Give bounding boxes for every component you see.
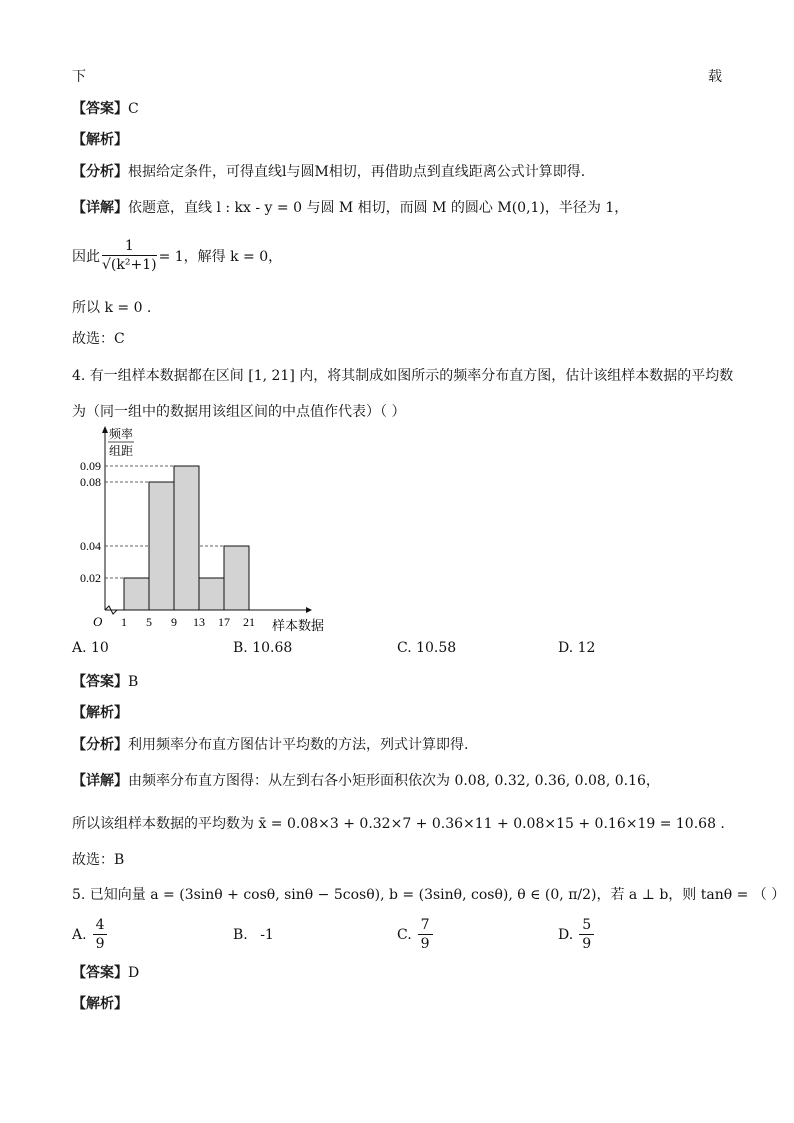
y-tick-label: 0.08: [80, 475, 101, 489]
option-letter: C.: [397, 927, 412, 943]
q5-option-d: [558, 917, 596, 953]
distance-fraction: [102, 238, 157, 274]
answer-label: 【答案】: [72, 965, 128, 981]
bar-5-9: [149, 482, 174, 610]
frequency-histogram: [70, 424, 340, 638]
option-letter: A.: [72, 927, 87, 943]
fraction-denominator: 9: [420, 936, 430, 952]
q3-suoyi: 所以 k = 0 .: [72, 300, 152, 316]
q3-answer-row: [72, 98, 139, 118]
q3-fenxi-row: [72, 161, 585, 181]
y-tick-label: 0.09: [80, 459, 101, 473]
q4-answer-row: [72, 671, 138, 691]
x-tick-label: 9: [171, 615, 177, 629]
fraction-denominator: 9: [582, 936, 592, 952]
option-letter: B.: [233, 927, 248, 943]
answer-value: C: [128, 101, 139, 117]
fraction-numerator: 4: [93, 917, 108, 935]
answer-value: D: [128, 965, 140, 981]
bar-1-5: [124, 578, 149, 610]
answer-label: 【答案】: [72, 674, 128, 690]
x-tick-label: 5: [146, 615, 152, 629]
origin-label: O: [93, 614, 103, 629]
q4-fenxi-row: [72, 734, 468, 754]
x-tick-label: 1: [121, 615, 127, 629]
q4-option-a: A. 10: [72, 640, 109, 656]
q5-stem: 5. 已知向量 a = (3sinθ + cosθ, sinθ − 5cosθ), b = (3sinθ, cosθ), θ ∈ (0, π/2)，若 a ⊥ b，则 tanθ = （ ）: [72, 887, 786, 903]
y-axis-label-bottom: 组距: [108, 444, 134, 458]
x-tick-label: 13: [193, 615, 205, 629]
x-tick-label: 21: [243, 615, 255, 629]
q3-analysis-label: 【解析】: [72, 132, 128, 148]
q4-analysis-label: 【解析】: [72, 705, 128, 721]
xiangjie-text: 由频率分布直方图得：从左到右各小矩形面积依次为 0.08, 0.32, 0.36, 0.08, 0.16，: [128, 773, 660, 789]
option-fraction: [579, 917, 594, 953]
fraction-numerator: 5: [579, 917, 594, 935]
fraction-numerator: 7: [418, 917, 433, 935]
q3-guxuan: 故选：C: [72, 331, 125, 347]
header-right: 载: [708, 69, 722, 85]
header-left: 下: [72, 69, 86, 85]
yinci-prefix: 因此: [72, 249, 100, 265]
x-axis-arrow: [306, 607, 312, 613]
fenxi-label: 【分析】: [72, 737, 128, 753]
xiangjie-label: 【详解】: [72, 773, 128, 789]
yinci-suffix: = 1，解得 k = 0，: [158, 249, 283, 265]
q5-answer-row: [72, 962, 139, 982]
fenxi-text: 根据给定条件，可得直线l与圆M相切，再借助点到直线距离公式计算即得.: [128, 164, 586, 180]
q3-xiangjie-row: [72, 197, 628, 217]
fraction-numerator: 1: [102, 238, 157, 256]
q5-option-b: [233, 927, 274, 943]
answer-value: B: [128, 674, 139, 690]
fraction-denominator: 9: [95, 936, 105, 952]
q4-option-c: C. 10.58: [397, 640, 457, 656]
q4-mean-line: 所以该组样本数据的平均数为 x̄ = 0.08×3 + 0.32×7 + 0.36×11 + 0.08×15 + 0.16×19 = 10.68 .: [72, 816, 725, 832]
fenxi-label: 【分析】: [72, 164, 128, 180]
q5-option-a: [72, 917, 109, 953]
q5-option-c: [397, 917, 435, 953]
q4-xiangjie-row: [72, 770, 660, 790]
answer-label: 【答案】: [72, 101, 128, 117]
fenxi-text: 利用频率分布直方图估计平均数的方法，列式计算即得.: [128, 737, 469, 753]
fraction-denominator: √(k²+1): [102, 257, 157, 273]
y-axis-arrow: [102, 426, 108, 433]
q4-stem-line2: 为（同一组中的数据用该组区间的中点值作代表）（ ）: [72, 404, 406, 420]
q5-analysis-label: 【解析】: [72, 996, 128, 1012]
y-tick-label: 0.02: [80, 571, 101, 585]
q4-option-b: B. 10.68: [233, 640, 293, 656]
option-fraction: [93, 917, 108, 953]
xiangjie-label: 【详解】: [72, 200, 128, 216]
q4-stem-line1: 4. 有一组样本数据都在区间 [1, 21] 内，将其制成如图所示的频率分布直方图，估计该组样本数据的平均数: [72, 368, 734, 384]
bar-17-21: [224, 546, 249, 610]
option-fraction: [418, 917, 433, 953]
option-value: -1: [260, 927, 274, 943]
q4-option-d: D. 12: [558, 640, 596, 656]
xiangjie-text: 依题意，直线 l : kx - y = 0 与圆 M 相切，而圆 M 的圆心 M(0,1)，半径为 1，: [128, 200, 629, 216]
option-letter: D.: [558, 927, 574, 943]
x-axis-label: 样本数据: [271, 618, 325, 633]
y-tick-label: 0.04: [80, 539, 101, 553]
y-axis-label-top: 频率: [108, 427, 134, 441]
q3-yinci-row: [72, 238, 282, 274]
bar-9-13: [174, 466, 199, 610]
bar-13-17: [199, 578, 224, 610]
x-tick-label: 17: [218, 615, 230, 629]
q4-guxuan: 故选：B: [72, 852, 125, 868]
